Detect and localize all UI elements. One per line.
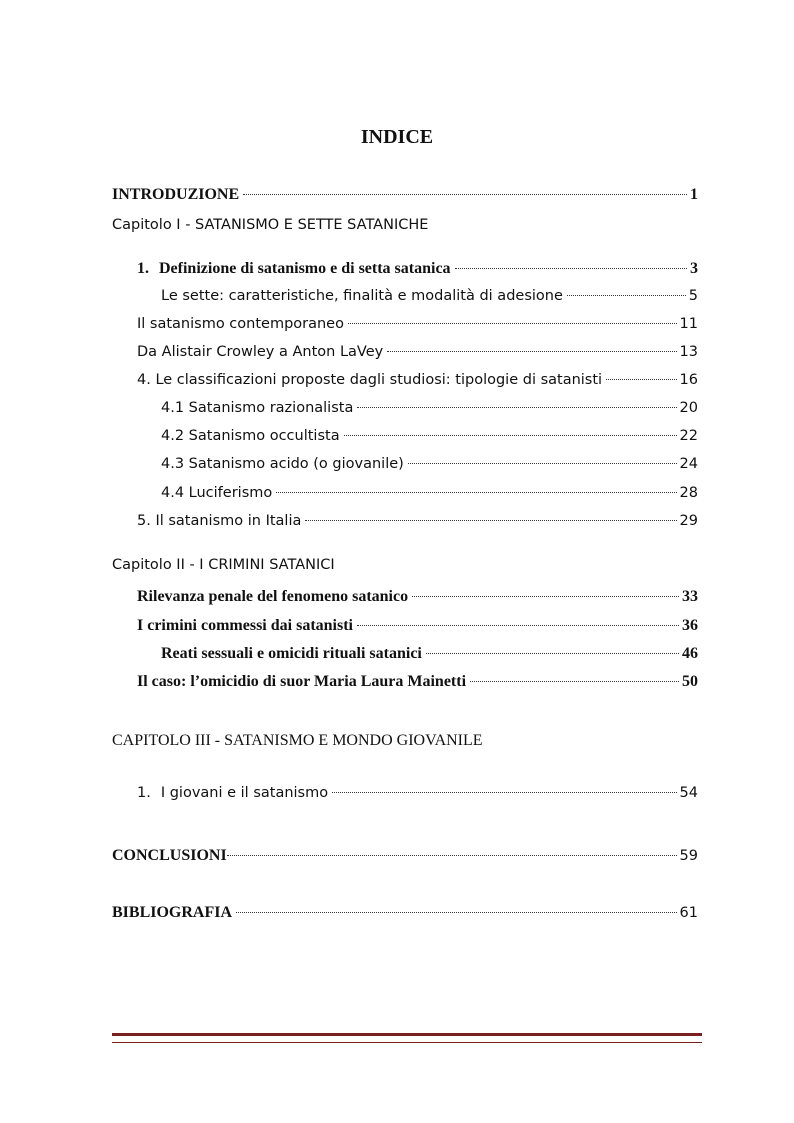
- dot-leader: [332, 792, 676, 793]
- toc-page-number: 54: [679, 785, 698, 801]
- toc-entry-satanismo-italia[interactable]: [137, 513, 698, 535]
- dot-leader: [426, 653, 679, 654]
- dot-leader: [276, 492, 676, 493]
- toc-number: 1.: [137, 260, 149, 277]
- toc-entry-conclusioni[interactable]: [112, 847, 698, 869]
- toc-entry-satanismo-acido[interactable]: [161, 456, 698, 478]
- toc-label: Il satanismo contemporaneo: [137, 316, 344, 332]
- dot-leader: [567, 295, 686, 296]
- toc-entry-luciferismo[interactable]: [161, 485, 698, 507]
- toc-page-number: 36: [682, 617, 698, 634]
- toc-entry-crimini-commessi[interactable]: [137, 617, 698, 639]
- toc-label: Le sette: caratteristiche, finalità e modalità di adesione: [161, 288, 563, 304]
- toc-entry-giovani-satanismo[interactable]: [137, 785, 698, 807]
- toc-label: INTRODUZIONE: [112, 186, 240, 203]
- toc-entry-introduzione[interactable]: [112, 186, 698, 208]
- toc-entry-crowley-lavey[interactable]: [137, 344, 698, 366]
- dot-leader: [357, 407, 676, 408]
- toc-page-number: 5: [688, 288, 698, 304]
- toc-entry-definizione[interactable]: [137, 260, 698, 282]
- dot-leader: [455, 268, 687, 269]
- dot-leader: [387, 351, 676, 352]
- dot-leader: [408, 463, 677, 464]
- toc-label: CONCLUSIONI: [112, 847, 227, 864]
- toc-entry-rilevanza-penale[interactable]: [137, 588, 698, 610]
- toc-entry-il-caso[interactable]: [137, 673, 698, 695]
- toc-page-number: 59: [679, 848, 698, 864]
- toc-entry-satanismo-contemporaneo[interactable]: [137, 316, 698, 338]
- toc-entry-classificazioni[interactable]: [137, 372, 698, 394]
- dot-leader: [236, 912, 677, 913]
- toc-page-number: 16: [679, 372, 698, 388]
- dot-leader: [606, 379, 676, 380]
- toc-page-number: 24: [679, 456, 698, 472]
- toc-entry-satanismo-razionalista[interactable]: [161, 400, 698, 422]
- toc-page-number: 28: [679, 485, 698, 501]
- dot-leader: [344, 435, 677, 436]
- toc-label: 4.3 Satanismo acido (o giovanile): [161, 456, 404, 472]
- toc-page-number: 33: [682, 588, 698, 605]
- toc-page-number: 20: [679, 400, 698, 416]
- page-title: INDICE: [360, 126, 434, 148]
- toc-label: 4.1 Satanismo razionalista: [161, 400, 354, 416]
- toc-label: Rilevanza penale del fenomeno satanico: [137, 588, 409, 605]
- dot-leader: [470, 681, 679, 682]
- toc-entry-bibliografia[interactable]: [112, 904, 698, 926]
- toc-label: Da Alistair Crowley a Anton LaVey: [137, 344, 384, 360]
- toc-page-number: 61: [679, 905, 698, 921]
- toc-number: 1.: [137, 785, 151, 801]
- toc-label: 5. Il satanismo in Italia: [137, 513, 302, 529]
- toc-entry-satanismo-occultista[interactable]: [161, 428, 698, 450]
- toc-page-number: 46: [682, 645, 698, 662]
- toc-label: BIBLIOGRAFIA: [112, 904, 233, 921]
- dot-leader: [412, 596, 679, 597]
- toc-label: 4.4 Luciferismo: [161, 485, 273, 501]
- toc-entry-le-sette[interactable]: [161, 288, 698, 310]
- toc-label: Definizione di satanismo e di setta satanica: [159, 260, 451, 277]
- toc-page-number: 50: [682, 673, 698, 690]
- toc-label: 4. Le classificazioni proposte dagli studiosi: tipologie di satanisti: [137, 372, 603, 388]
- toc-label: I giovani e il satanismo: [160, 785, 329, 801]
- chapter-3-heading[interactable]: CAPITOLO III - SATANISMO E MONDO GIOVANILE: [112, 732, 483, 749]
- dot-leader: [348, 323, 677, 324]
- dot-leader: [243, 194, 687, 195]
- toc-page-number: 1: [690, 186, 698, 203]
- chapter-2-heading[interactable]: Capitolo II - I CRIMINI SATANICI: [112, 557, 335, 573]
- toc-page-number: 3: [690, 260, 698, 277]
- toc-page-number: 13: [679, 344, 698, 360]
- toc-label: Il caso: l’omicidio di suor Maria Laura Mainetti: [137, 673, 467, 690]
- toc-label: Reati sessuali e omicidi rituali satanici: [161, 645, 422, 662]
- chapter-1-heading[interactable]: Capitolo I - SATANISMO E SETTE SATANICHE: [112, 217, 429, 233]
- toc-entry-reati-sessuali[interactable]: [161, 645, 698, 667]
- toc-label: I crimini commessi dai satanisti: [137, 617, 353, 634]
- toc-label: 4.2 Satanismo occultista: [161, 428, 340, 444]
- dot-leader: [305, 520, 676, 521]
- toc-page-number: 11: [679, 316, 698, 332]
- dot-leader: [227, 855, 677, 856]
- dot-leader: [357, 625, 679, 626]
- toc-page-number: 22: [679, 428, 698, 444]
- footer-rule: [112, 1033, 702, 1043]
- toc-page-number: 29: [679, 513, 698, 529]
